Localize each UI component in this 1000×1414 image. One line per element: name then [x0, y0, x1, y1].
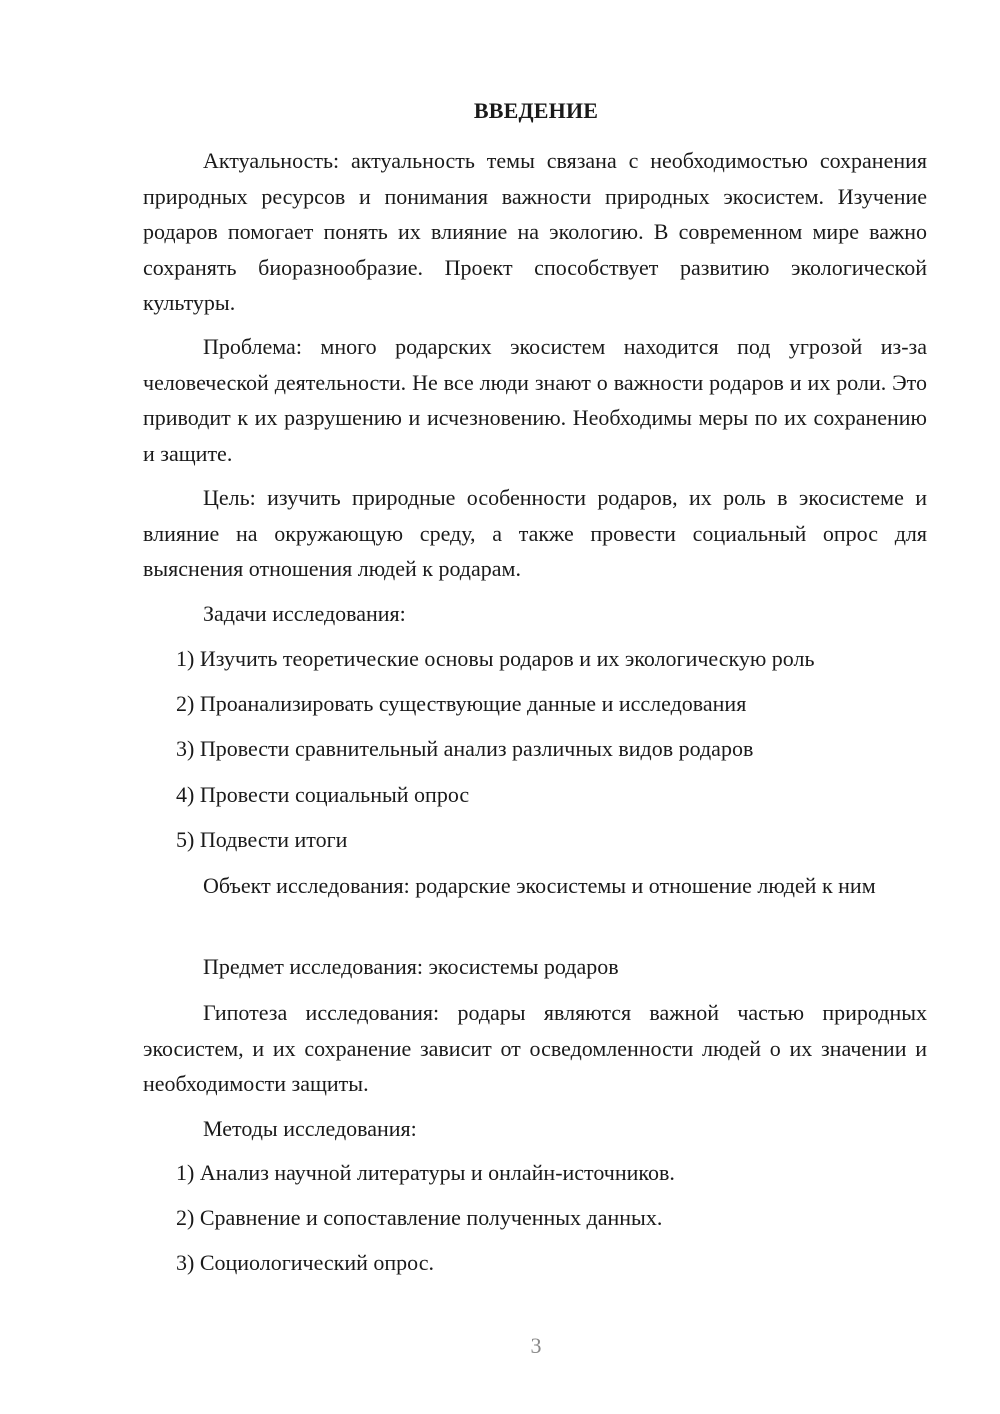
- relevance-paragraph: Актуальность: актуальность темы связана с необходимостью сохранения природных ресурсов и понимания важности природных экосистем. Изучение родаров помогает понять их влияние на экологию. В современном мире важно сохранять биоразнообразие. Проект способствует развитию экологической культуры.: [143, 148, 927, 315]
- task-item: 2) Проанализировать существующие данные и исследования: [176, 691, 747, 716]
- task-item: 5) Подвести итоги: [176, 827, 348, 852]
- task-item: 3) Провести сравнительный анализ различных видов родаров: [176, 736, 754, 761]
- page-number: 3: [530, 1333, 542, 1358]
- hypothesis-paragraph: Гипотеза исследования: родары являются важной частью природных экосистем, и их сохранение зависит от осведомленности людей о их значении и необходимости защиты.: [143, 1000, 927, 1096]
- page-title: ВВЕДЕНИЕ: [473, 98, 599, 123]
- tasks-heading: Задачи исследования:: [203, 601, 406, 626]
- method-item: 3) Социологический опрос.: [176, 1250, 434, 1275]
- method-item: 2) Сравнение и сопоставление полученных данных.: [176, 1205, 663, 1230]
- object-paragraph: Объект исследования: родарские экосистемы и отношение людей к ним: [203, 873, 876, 898]
- goal-paragraph: Цель: изучить природные особенности родаров, их роль в экосистеме и влияние на окружающую среду, а также провести социальный опрос для выяснения отношения людей к родарам.: [143, 485, 927, 581]
- subject-paragraph: Предмет исследования: экосистемы родаров: [203, 954, 619, 979]
- task-item: 1) Изучить теоретические основы родаров и их экологическую роль: [176, 646, 815, 671]
- task-item: 4) Провести социальный опрос: [176, 782, 470, 807]
- problem-paragraph: Проблема: много родарских экосистем находится под угрозой из-за человеческой деятельности. Не все люди знают о важности родаров и их роли. Это приводит к их разрушению и исчезновению. Необходимы меры по их сохранению и защите.: [143, 334, 927, 466]
- method-item: 1) Анализ научной литературы и онлайн-источников.: [176, 1160, 675, 1185]
- methods-heading: Методы исследования:: [203, 1116, 417, 1141]
